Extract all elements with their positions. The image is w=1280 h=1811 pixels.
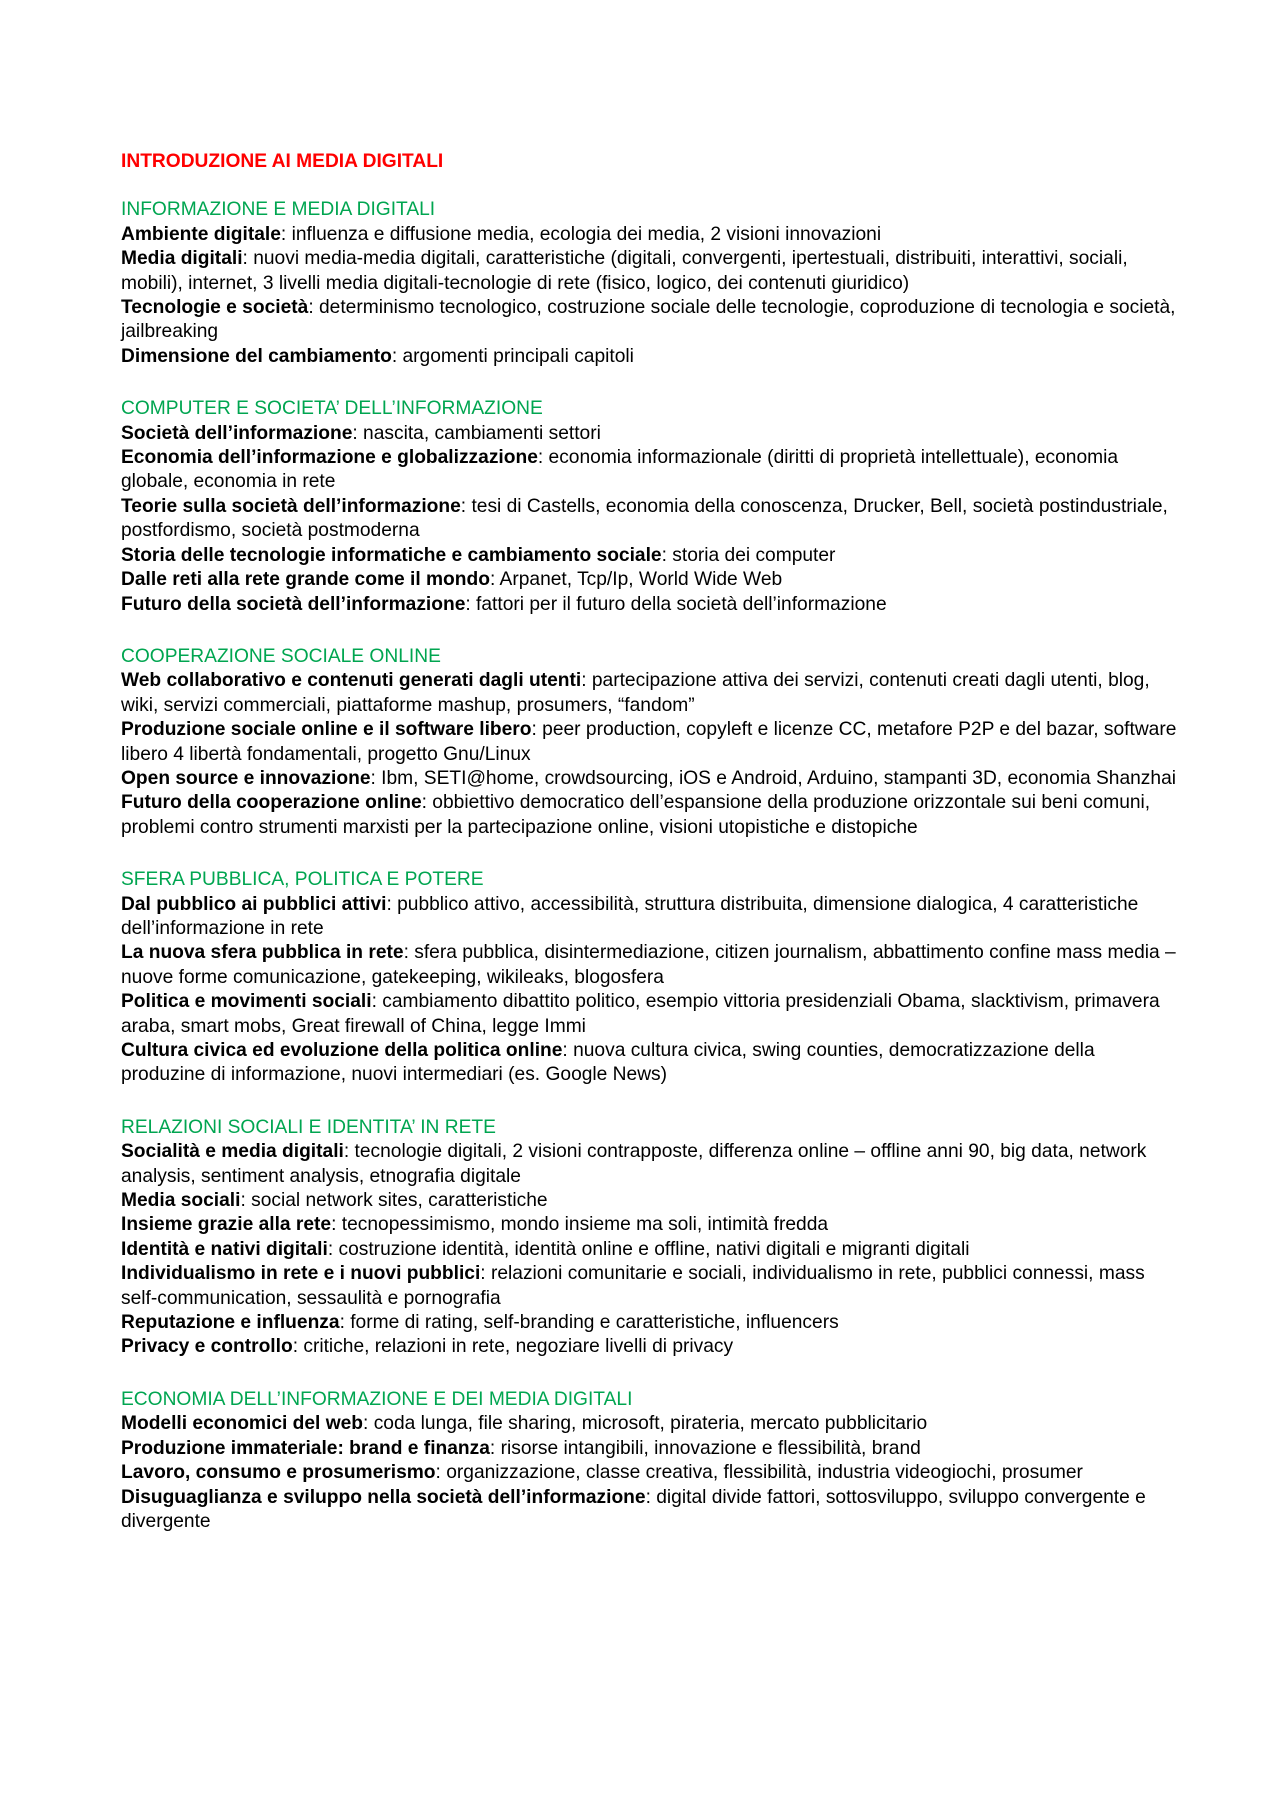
entry: [121, 593, 1181, 617]
entry: [121, 1189, 1181, 1213]
entry: [121, 1238, 1181, 1262]
entry-text: : influenza e diffusione media, ecologia dei media, 2 visioni innovazioni: [280, 223, 882, 245]
entry-text: : tecnopessimismo, mondo insieme ma soli, intimità fredda: [331, 1214, 829, 1236]
entry-term: Futuro della società dell’informazione: [121, 593, 466, 615]
section-computer-e-societa: [121, 397, 1181, 617]
entry-text: : coda lunga, file sharing, microsoft, pirateria, mercato pubblicitario: [363, 1413, 928, 1435]
entry-text: : sfera pubblica, disintermediazione, citizen journalism, abbattimento confine mass media – nuove forme comunicazione, gatekeeping, wikileaks, blogosfera: [121, 942, 1176, 988]
entry: [121, 296, 1181, 345]
entry-term: Dal pubblico ai pubblici attivi: [121, 893, 387, 915]
entry-term: Identità e nativi digitali: [121, 1238, 328, 1260]
entry: [121, 544, 1181, 568]
entry: [121, 495, 1181, 544]
entry-term: Privacy e controllo: [121, 1336, 293, 1358]
entry-text: : forme di rating, self-branding e caratteristiche, influencers: [339, 1312, 839, 1334]
section-sfera-pubblica: [121, 868, 1181, 1088]
entry: [121, 1486, 1181, 1535]
entry-text: : storia dei computer: [661, 544, 836, 566]
entry-term: Socialità e media digitali: [121, 1141, 344, 1163]
entry: [121, 1213, 1181, 1237]
entry-term: Produzione immateriale: brand e finanza: [121, 1437, 490, 1459]
entry-text: : economia informazionale (diritti di proprietà intellettuale), economia globale, economia in rete: [121, 447, 1119, 493]
entry-term: Storia delle tecnologie informatiche e cambiamento sociale: [121, 544, 662, 566]
section-heading: ECONOMIA DELL’INFORMAZIONE E DEI MEDIA DIGITALI: [121, 1388, 633, 1410]
entry-term: Teorie sulla società dell’informazione: [121, 495, 461, 517]
entry: [121, 1039, 1181, 1088]
entry: [121, 669, 1181, 718]
entry-term: La nuova sfera pubblica in rete: [121, 942, 404, 964]
section-cooperazione-sociale-online: [121, 645, 1181, 840]
entry: [121, 1437, 1181, 1461]
entry: [121, 345, 1181, 369]
entry-term: Tecnologie e società: [121, 297, 309, 319]
section-relazioni-sociali: [121, 1116, 1181, 1360]
entry: [121, 223, 1181, 247]
entry-text: : nascita, cambiamenti settori: [352, 422, 601, 444]
entry-text: : tecnologie digitali, 2 visioni contrapposte, differenza online – offline anni 90, big data, network analysis, sentiment analysis, etnografia digitale: [121, 1141, 1147, 1187]
entry-term: Ambiente digitale: [121, 223, 281, 245]
entry: [121, 1412, 1181, 1436]
entry-term: Politica e movimenti sociali: [121, 991, 372, 1013]
entry-term: Individualismo in rete e i nuovi pubblici: [121, 1263, 481, 1285]
entry-text: : pubblico attivo, accessibilità, struttura distribuita, dimensione dialogica, 4 caratteristiche dell’informazione in rete: [121, 893, 1139, 939]
entry-term: Dalle reti alla rete grande come il mondo: [121, 569, 490, 591]
entry-term: Società dell’informazione: [121, 422, 353, 444]
entry-text: : peer production, copyleft e licenze CC, metafore P2P e del bazar, software libero 4 libertà fondamentali, progetto Gnu/Linux: [121, 719, 1177, 765]
entry: [121, 767, 1181, 791]
entry-text: : cambiamento dibattito politico, esempio vittoria presidenziali Obama, slacktivism, primavera araba, smart mobs, Great firewall of China, legge Immi: [121, 991, 1160, 1037]
entry-term: Insieme grazie alla rete: [121, 1214, 332, 1236]
entry: [121, 1140, 1181, 1189]
entry-term: Dimensione del cambiamento: [121, 345, 392, 367]
entry-term: Produzione sociale online e il software libero: [121, 719, 532, 741]
section-economia-informazione: [121, 1388, 1181, 1534]
entry-text: : costruzione identità, identità online e offline, nativi digitali e migranti digitali: [327, 1238, 970, 1260]
section-heading: SFERA PUBBLICA, POLITICA E POTERE: [121, 869, 484, 891]
entry: [121, 791, 1181, 840]
entry-text: : nuova cultura civica, swing counties, democratizzazione della produzine di informazione, nuovi intermediari (es. Google News): [121, 1040, 1095, 1086]
section-heading: COMPUTER E SOCIETA’ DELL’INFORMAZIONE: [121, 398, 543, 420]
entry: [121, 718, 1181, 767]
entry-term: Lavoro, consumo e prosumerismo: [121, 1462, 436, 1484]
entry-term: Reputazione e influenza: [121, 1312, 340, 1334]
entry-text: : Ibm, SETI@home, crowdsourcing, iOS e Android, Arduino, stampanti 3D, economia Shanzhai: [370, 767, 1176, 789]
entry-text: : digital divide fattori, sottosviluppo, sviluppo convergente e divergente: [121, 1486, 1146, 1532]
entry-term: Futuro della cooperazione online: [121, 792, 422, 814]
entry-text: : partecipazione attiva dei servizi, contenuti creati dagli utenti, blog, wiki, servizi commerciali, piattaforme mashup, prosumers, “fandom”: [121, 670, 1150, 716]
entry-text: : nuovi media-media digitali, caratteristiche (digitali, convergenti, ipertestuali, distribuiti, interattivi, sociali, mobili), internet, 3 livelli media digitali-tecnologie di rete (fisico, logico, dei contenuti giuridico): [121, 248, 1128, 294]
section-heading: COOPERAZIONE SOCIALE ONLINE: [121, 645, 441, 667]
entry-text: : organizzazione, classe creativa, flessibilità, industria videogiochi, prosumer: [435, 1462, 1083, 1484]
document-title: INTRODUZIONE AI MEDIA DIGITALI: [121, 151, 444, 172]
entry-term: Media sociali: [121, 1190, 241, 1212]
entry: [121, 1461, 1181, 1485]
entry: [121, 446, 1181, 495]
entry: [121, 247, 1181, 296]
entry-text: : critiche, relazioni in rete, negoziare livelli di privacy: [292, 1336, 734, 1358]
entry-text: : Arpanet, Tcp/Ip, World Wide Web: [489, 569, 783, 591]
entry-text: : fattori per il futuro della società dell’informazione: [465, 593, 887, 615]
entry-term: Open source e innovazione: [121, 767, 371, 789]
entry-term: Modelli economici del web: [121, 1413, 364, 1435]
entry-text: : obbiettivo democratico dell’espansione della produzione orizzontale sui beni comuni, problemi contro strumenti marxisti per la partecipazione online, visioni utopistiche e distopiche: [121, 792, 1151, 838]
entry-term: Web collaborativo e contenuti generati dagli utenti: [121, 670, 582, 692]
entry-term: Disuguaglianza e sviluppo nella società dell’informazione: [121, 1486, 646, 1508]
entry-text: : relazioni comunitarie e sociali, individualismo in rete, pubblici connessi, mass self-communication, sessaulità e pornografia: [121, 1263, 1145, 1309]
entry-text: : argomenti principali capitoli: [391, 345, 634, 367]
entry-term: Cultura civica ed evoluzione della politica online: [121, 1040, 563, 1061]
entry: [121, 422, 1181, 446]
document-page: [121, 150, 1181, 1562]
entry: [121, 1335, 1181, 1359]
entry-text: : risorse intangibili, innovazione e flessibilità, brand: [489, 1437, 921, 1459]
entry: [121, 893, 1181, 942]
entry-term: Economia dell’informazione e globalizzazione: [121, 447, 538, 469]
section-heading: RELAZIONI SOCIALI E IDENTITA’ IN RETE: [121, 1116, 496, 1138]
entry: [121, 568, 1181, 592]
entry: [121, 1311, 1181, 1335]
entry-text: : tesi di Castells, economia della conoscenza, Drucker, Bell, società postindustriale, postfordismo, società postmoderna: [121, 495, 1168, 542]
entry: [121, 990, 1181, 1039]
entry: [121, 1262, 1181, 1311]
section-informazione-e-media-digitali: [121, 198, 1181, 369]
entry-text: : social network sites, caratteristiche: [240, 1190, 548, 1212]
entry-term: Media digitali: [121, 248, 243, 270]
entry: [121, 941, 1181, 990]
entry-text: : determinismo tecnologico, costruzione sociale delle tecnologie, coproduzione di tecnologia e società, jailbreaking: [121, 297, 1176, 343]
section-heading: INFORMAZIONE E MEDIA DIGITALI: [121, 199, 436, 221]
